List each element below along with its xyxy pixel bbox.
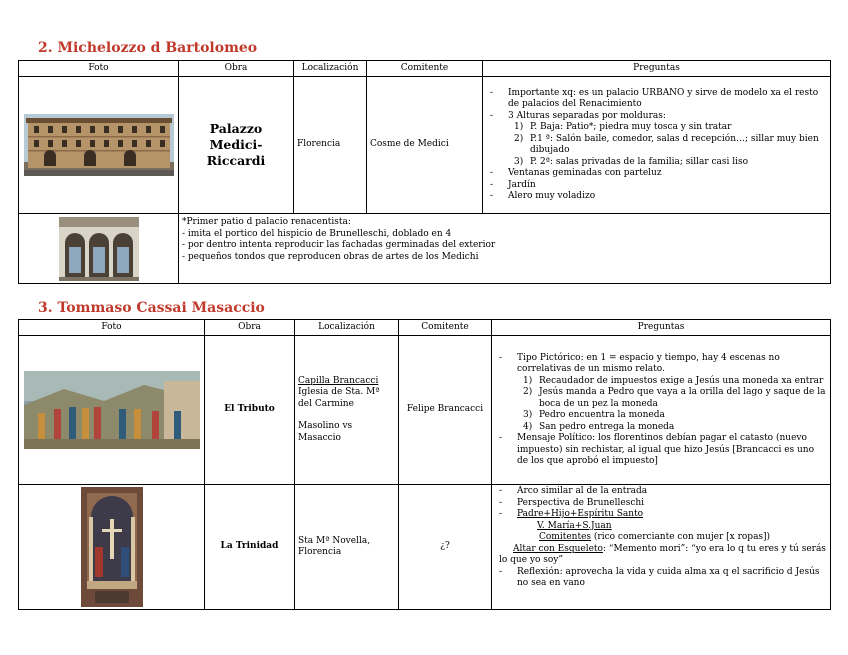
- list-item: - Importante xq: es un palacio URBANO y sirve de modelo xa el resto de palacios del Renacimiento: [508, 88, 827, 111]
- sub-line: [499, 544, 827, 567]
- work-cell: La Trinidad: [205, 485, 295, 610]
- col-foto: Foto: [19, 320, 205, 336]
- sub-line-underlined: Altar con Esqueleto: [513, 543, 603, 554]
- patron-cell: ¿?: [399, 485, 492, 610]
- notes-cell: [179, 214, 831, 284]
- courtyard-photo: [59, 217, 139, 281]
- location-text: Iglesia de Sta. Mª del Carmine: [298, 387, 380, 409]
- floor-item: [514, 122, 827, 134]
- work-cell: El Tributo: [205, 336, 295, 485]
- list-item-text: 3 Alturas separadas por molduras:: [508, 110, 666, 121]
- table-row: [19, 77, 831, 214]
- list-item: - Ventanas geminadas con parteluz: [508, 168, 827, 180]
- trinidad-fresco-photo: [81, 487, 143, 607]
- scene-text: Recaudador de impuestos exige a Jesús una moneda xa entrar: [539, 375, 824, 386]
- location-cell: Florencia: [294, 77, 367, 214]
- col-preguntas: Preguntas: [492, 320, 831, 336]
- scene-number: 2): [523, 387, 533, 397]
- note-line: - por dentro intenta reproducir las fachadas germinadas del exterior: [182, 240, 496, 250]
- table-row: [19, 485, 831, 610]
- scene-item: [523, 387, 827, 410]
- table-row: [19, 214, 831, 284]
- scene-number: 3): [523, 410, 533, 420]
- spacer: [298, 410, 395, 421]
- location-extra: Masolino vs Masaccio: [298, 421, 353, 443]
- note-line: *Primer patio d palacio renacentista:: [182, 217, 351, 227]
- masaccio-table: [18, 319, 831, 610]
- sub-line-underlined: Comitentes: [539, 532, 592, 542]
- patron-cell: Felipe Brancacci: [399, 336, 492, 485]
- list-item-text: Tipo Pictórico: en 1 = espacio y tiempo, hay 4 escenas no correlativas de un mismo relato.: [517, 352, 780, 374]
- scene-item: [523, 410, 827, 422]
- section-3-title: 3. Tommaso Cassai Masaccio: [38, 300, 265, 316]
- scene-item: [523, 375, 827, 388]
- palazzo-medici-photo: [24, 114, 174, 176]
- note-line: - pequeños tondos que reproducen obras de artes de los Medichi: [182, 251, 479, 262]
- michelozzo-table: [18, 60, 831, 284]
- list-item: [508, 111, 827, 169]
- note-line: - imita el portico del hispicio de Brunelleschi, doblado en 4: [182, 228, 452, 239]
- location-underlined: Capilla Brancacci: [298, 375, 379, 386]
- col-foto: Foto: [19, 61, 179, 77]
- floor-text: P. 2ª: salas privadas de la familia; sillar casi liso: [530, 156, 749, 167]
- sub-line-text: V. María+S.Juan: [537, 520, 612, 531]
- col-localizacion: Localización: [294, 61, 367, 77]
- section-2-title: 2. Michelozzo d Bartolomeo: [38, 40, 258, 56]
- photo-cell: [19, 214, 179, 284]
- photo-cell: [19, 485, 205, 610]
- patron-cell: Cosme de Medici: [367, 77, 483, 214]
- scene-item: [523, 421, 827, 434]
- floor-number: 1): [514, 122, 524, 132]
- list-item: - Jardín: [508, 180, 827, 192]
- sub-line: [517, 521, 827, 533]
- floor-item: [514, 133, 827, 157]
- list-item: [517, 353, 827, 434]
- location-cell: Sta Mª Novella, Florencia: [295, 485, 399, 610]
- col-localizacion: Localización: [295, 320, 399, 336]
- col-obra: Obra: [205, 320, 295, 336]
- list-item: - Arco similar al de la entrada: [517, 486, 827, 498]
- floor-text: P. Baja: Patio*; piedra muy tosca y sin tratar: [530, 122, 732, 132]
- questions-cell: [492, 336, 831, 485]
- sub-line-text: (rico comerciante con mujer [x ropas]): [591, 532, 771, 542]
- list-item: - Mensaje Político: los florentinos debían pagar el catasto (nuevo impuesto) sin rechistar, al igual que hizo Jesús [Brancacci es uno de los que aprobó el impuesto]: [517, 433, 827, 468]
- header-row: [19, 61, 831, 77]
- scene-number: 4): [523, 421, 533, 432]
- col-comitente: Comitente: [367, 61, 483, 77]
- floor-number: 3): [514, 156, 524, 167]
- header-row: [19, 320, 831, 336]
- list-item: - Perspectiva de Brunelleschi: [517, 498, 827, 510]
- table-row: [19, 336, 831, 485]
- scene-text: Pedro encuentra la moneda: [539, 410, 665, 420]
- col-comitente: Comitente: [399, 320, 492, 336]
- sub-line-text: : “Memento mori”: “yo era lo q tu eres y tú serás lo que yo soy”: [499, 543, 826, 565]
- list-item: - Reflexión: aprovecha la vida y cuida alma xa q el sacrificio d Jesús no sea en vano: [517, 567, 827, 590]
- col-preguntas: Preguntas: [483, 61, 831, 77]
- questions-cell: [483, 77, 831, 214]
- scene-number: 1): [523, 375, 533, 386]
- list-item: - Alero muy voladizo: [508, 191, 827, 203]
- list-item: [499, 509, 827, 567]
- location-cell: [295, 336, 399, 485]
- photo-cell: [19, 336, 205, 485]
- scene-text: San pedro entrega la moneda: [539, 421, 675, 432]
- floor-item: [514, 156, 827, 169]
- list-item-text: Padre+Hijo+Espíritu Santo: [517, 509, 644, 519]
- work-cell: Palazzo Medici-Riccardi: [179, 77, 294, 214]
- scene-text: Jesús manda a Pedro que vaya a la orilla del lago y saque de la boca de un pez la moneda: [539, 387, 826, 409]
- col-obra: Obra: [179, 61, 294, 77]
- photo-cell: [19, 77, 179, 214]
- floor-number: 2): [514, 133, 524, 144]
- floor-text: P.1 ª: Salón baile, comedor, salas d recepción…; sillar muy bien dibujado: [530, 133, 819, 155]
- sub-line: [517, 532, 827, 544]
- questions-cell: [492, 485, 831, 610]
- tributo-fresco-photo: [24, 371, 200, 449]
